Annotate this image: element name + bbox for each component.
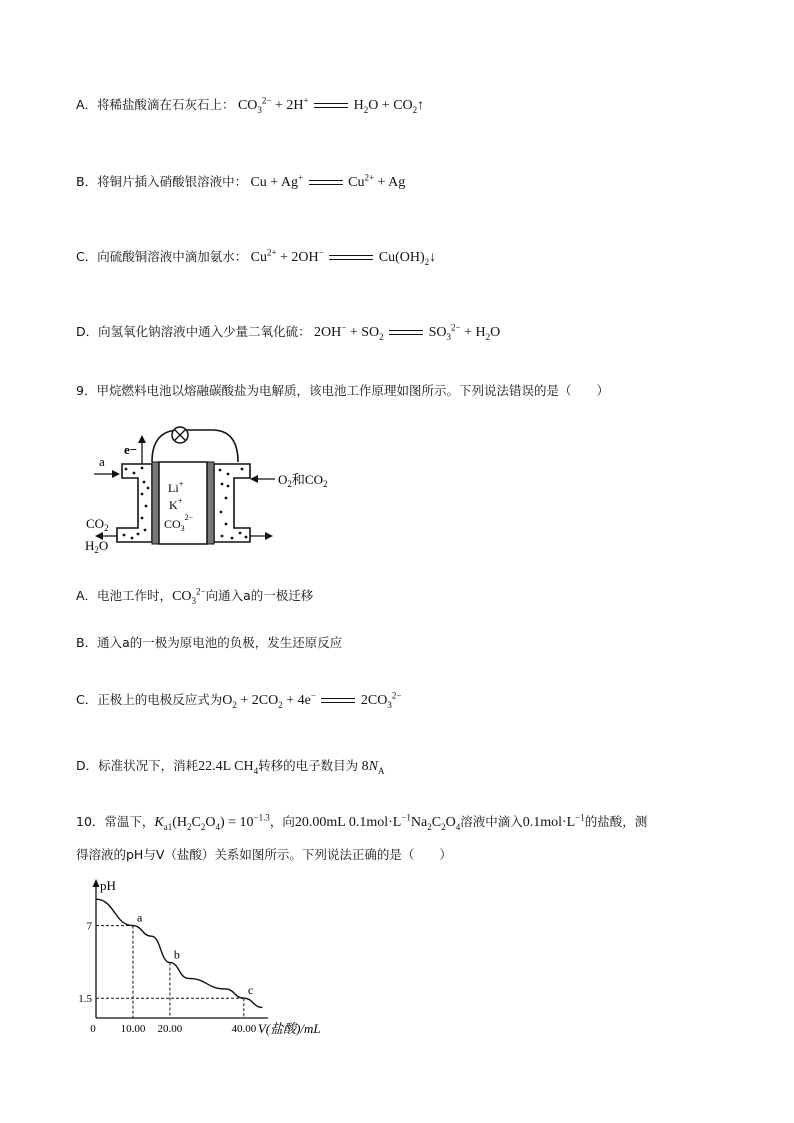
point-label-c: c: [247, 983, 254, 998]
point-label-a: a: [136, 910, 143, 925]
y-tick-label: 7: [86, 920, 92, 933]
q9-option-a: A．电池工作时，$CO_3^{2-}$向通入a的一极迁移: [76, 586, 314, 606]
outlet-co2-label: $CO_2$: [86, 516, 109, 533]
inlet-right-label: $O_2$和$CO_2$: [278, 472, 328, 489]
x-tick-label: 40.00: [231, 1023, 257, 1035]
external-wire: [152, 430, 238, 462]
q9-option-b: [76, 633, 342, 653]
x-tick-label: 0: [90, 1023, 96, 1035]
q8-option-b-equation: Cu + Ag+ $Cu^{2+} + Ag$: [250, 172, 406, 190]
y-tick-label: 1.5: [78, 993, 92, 1006]
q8-option-d-label: D．向氢氧化钠溶液中通入少量二氧化硫：: [76, 324, 311, 339]
q8-option-b: [76, 172, 405, 193]
ion-li: Li+: [168, 479, 184, 495]
q8-option-c: [76, 247, 436, 268]
bulb-icon: [172, 427, 188, 443]
ion-k: K+: [169, 496, 183, 512]
q8-option-a-label: A．将稀盐酸滴在石灰石上：: [76, 97, 235, 112]
q8-option-a-equation: $CO_3^{2-} + 2H^+$ $H_2O$ + $CO_2↑$: [237, 95, 425, 115]
q9-option-b-text: B．通入a的一极为原电池的负极，发生还原反应: [76, 635, 343, 650]
q8-option-b-label: B．将铜片插入硝酸银溶液中：: [76, 174, 248, 189]
q9-option-c: C．正极上的电极反应式为$O_2 + 2CO_2 + 4e^-$ $2CO_3^{2-}$: [76, 690, 402, 710]
x-axis-label: V(盐酸)/mL: [257, 1021, 321, 1036]
cathode: [207, 462, 214, 544]
inlet-a-label: a: [99, 454, 105, 469]
y-axis-arrow: [93, 879, 100, 887]
point-label-b: b: [173, 947, 180, 962]
q8-option-c-label: C．向硫酸铜溶液中滴加氨水：: [76, 249, 248, 264]
q8-option-d: [76, 322, 500, 343]
x-tick-label: 10.00: [120, 1023, 146, 1035]
y-axis-label: pH: [100, 878, 116, 893]
q8-option-a: [76, 95, 424, 116]
outlet-h2o-label: $H_2O$: [85, 538, 109, 555]
ion-carbonate: $CO_3^{2-}$: [164, 513, 194, 533]
ph-titration-chart: [76, 876, 321, 1046]
electron-label: e−: [124, 442, 138, 457]
right-chamber: [214, 464, 250, 542]
q10-stem-line1: 10．常温下，$K_{a1}(H_2C_2O_4) = 10^{-1.3}$，向20.00mL $0.1mol\cdot L^{-1}Na_2C_2O_4$溶液中滴入$0.1mol\cdot L^{-1}$的盐酸，测: [76, 812, 648, 832]
q9-option-d: D．标准状况下，消耗22.4L $CH_4$转移的电子数目为 $8N_A$: [76, 758, 385, 776]
q9-stem: 9．甲烷燃料电池以熔融碳酸盐为电解质，该电池工作原理如图所示。下列说法错误的是（ ）: [76, 383, 609, 398]
anode: [152, 462, 159, 544]
fuel-cell-diagram: [82, 422, 327, 557]
x-tick-label: 20.00: [157, 1023, 183, 1035]
q8-option-d-equation: $2OH^- + SO_2$ $SO_3^{2-} + H_2O$: [314, 322, 501, 342]
q10-stem-line2: 得溶液的pH与V（盐酸）关系如图所示。下列说法正确的是（ ）: [76, 847, 452, 862]
left-chamber: [117, 464, 152, 542]
q8-option-c-equation: $Cu^{2+} + 2OH^-$ $Cu(OH)_2↓$: [250, 247, 437, 267]
